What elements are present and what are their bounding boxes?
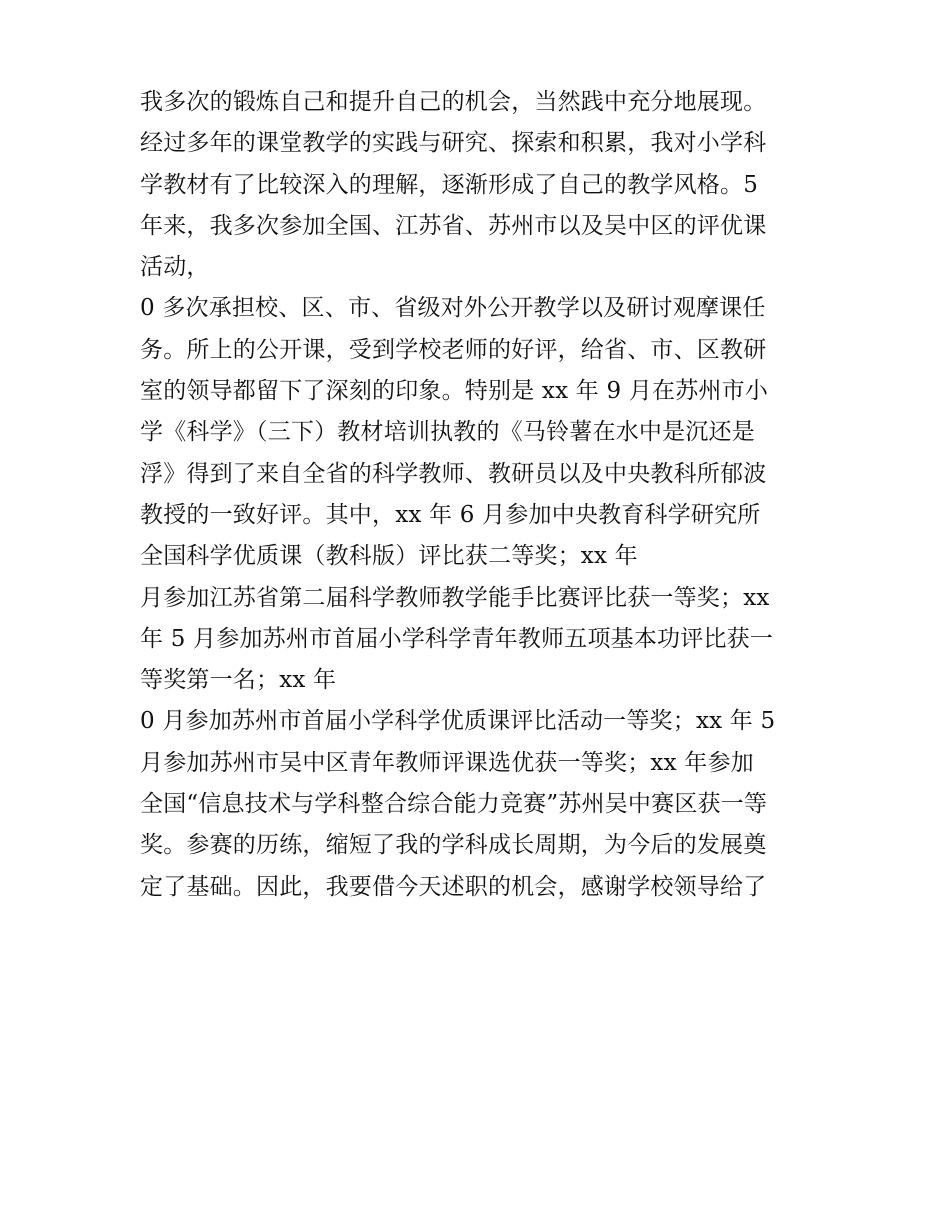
text-line: 0 多次承担校、区、市、省级对外公开教学以及研讨观摩课任 <box>140 295 766 322</box>
text-line: 学《科学》（三下）教材培训执教的《马铃薯在水中是沉还是 <box>140 419 755 446</box>
text-line: 定了基础。因此，我要借今天述职的机会，感谢学校领导给了 <box>140 873 767 900</box>
text-line: 月参加江苏省第二届科学教师教学能手比赛评比获一等奖；xx <box>140 584 770 611</box>
text-line: 全国科学优质课（教科版）评比获二等奖；xx 年 <box>140 543 638 570</box>
text-line: 全国“信息技术与学科整合综合能力竞赛”苏州吴中赛区获一等 <box>140 791 768 818</box>
text-line: 室的领导都留下了深刻的印象。特别是 xx 年 9 月在苏州市小 <box>140 378 769 405</box>
text-line: 我多次的锻炼自己和提升自己的机会，当然践中充分地展现。 <box>140 89 767 115</box>
text-line: 0 月参加苏州市首届小学科学优质课评比活动一等奖；xx 年 5 <box>140 708 776 735</box>
text-line: 务。所上的公开课，受到学校老师的好评，给省、市、区教研 <box>140 336 767 363</box>
text-line: 活动， <box>140 254 210 281</box>
text-line: 经过多年的课堂教学的实践与研究、探索和积累，我对小学科 <box>140 130 767 157</box>
text-line: 等奖第一名；xx 年 <box>140 667 337 694</box>
text-line: 月参加苏州市吴中区青年教师评课选优获一等奖；xx 年参加 <box>140 749 754 776</box>
text-line: 教授的一致好评。其中，xx 年 6 月参加中央教育科学研究所 <box>140 501 761 528</box>
text-line: 年 5 月参加苏州市首届小学科学青年教师五项基本功评比获一 <box>140 625 774 652</box>
text-line: 浮》得到了来自全省的科学教师、教研员以及中央教科所郁波 <box>140 460 767 487</box>
text-line: 年来，我多次参加全国、江苏省、苏州市以及吴中区的评优课 <box>140 212 767 239</box>
document-page <box>140 82 830 908</box>
text-line: 奖。参赛的历练，缩短了我的学科成长周期，为今后的发展奠 <box>140 832 767 859</box>
text-line: 学教材有了比较深入的理解，逐渐形成了自己的教学风格。5 <box>140 171 759 198</box>
